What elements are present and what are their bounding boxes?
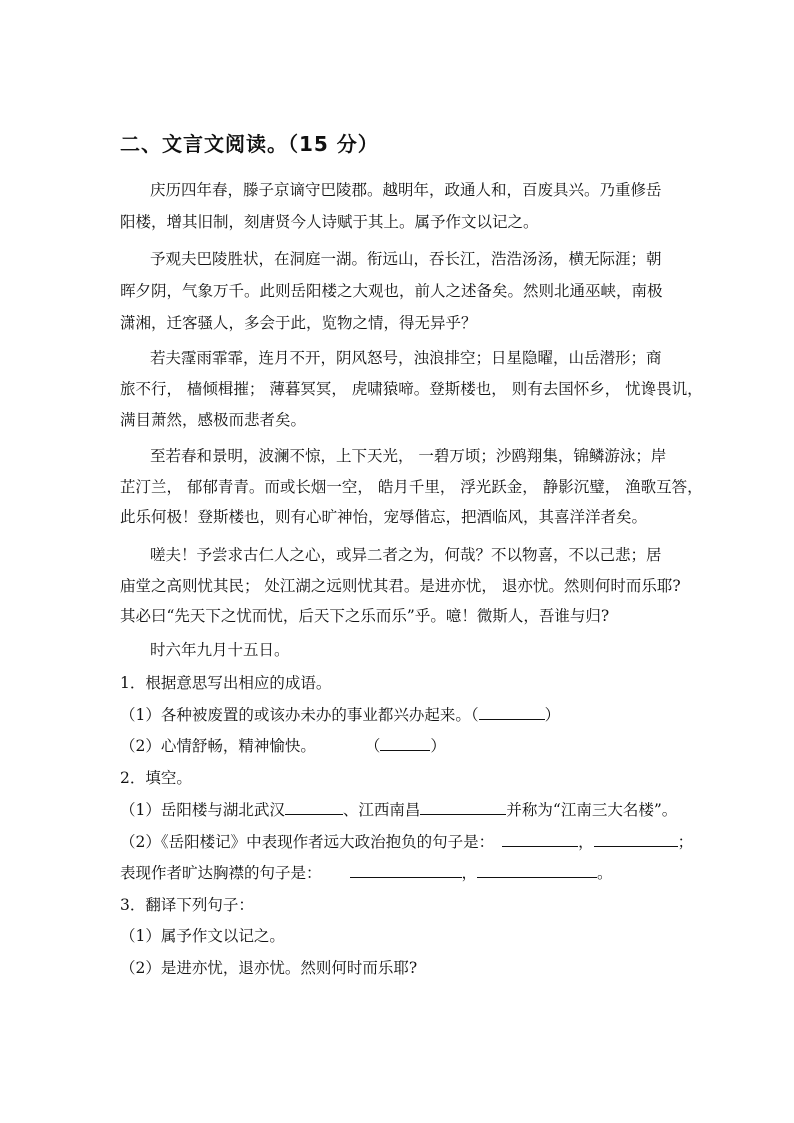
passage-line: 晖夕阴，气象万千。此则岳阳楼之大观也，前人之述备矣。然则北通巫峡，南极 <box>120 282 663 300</box>
answer-blank[interactable] <box>350 863 462 878</box>
question-2-item-2: （2）《岳阳楼记》中表现作者远大政治抱负的句子是： ， ； <box>120 833 694 851</box>
section-heading: 二、文言文阅读。（15 分） <box>120 132 379 156</box>
question-1-item-1: （1）各种被废置的或该办未办的事业都兴办起来。（ ） <box>120 706 561 724</box>
answer-blank[interactable] <box>285 800 343 815</box>
passage-line: 此乐何极！登斯楼也，则有心旷神怡，宠辱偕忘，把酒临风，其喜洋洋者矣。 <box>120 508 648 526</box>
passage-line: 芷汀兰， 郁郁青青。而或长烟一空， 皓月千里， 浮光跃金， 静影沉璧， 渔歌互答， <box>120 478 703 496</box>
passage-date: 时六年九月十五日。 <box>150 641 290 659</box>
answer-blank[interactable] <box>594 832 678 847</box>
answer-blank[interactable] <box>477 863 597 878</box>
passage-line: 至若春和景明，波澜不惊，上下天光， 一碧万顷；沙鸥翔集，锦鳞游泳；岸 <box>150 447 667 465</box>
question-3-title: 3．翻译下列句子： <box>120 896 254 914</box>
answer-blank[interactable] <box>502 832 578 847</box>
passage-line: 旅不行， 樯倾楫摧； 薄暮冥冥， 虎啸猿啼。登斯楼也， 则有去国怀乡， 忧谗畏讥， <box>120 380 703 398</box>
question-2-title: 2．填空。 <box>120 769 192 787</box>
passage-line: 若夫霪雨霏霏，连月不开，阴风怒号，浊浪排空；日星隐曜，山岳潜形；商 <box>150 349 662 367</box>
passage-line: 其必曰“先天下之忧而忧，后天下之乐而乐”乎。噫！微斯人，吾谁与归? <box>120 607 610 625</box>
passage-line: 满目萧然，感极而悲者矣。 <box>120 411 307 429</box>
question-3-item-2: （2）是进亦忧，退亦忧。然则何时而乐耶? <box>120 959 418 977</box>
question-2-item-3: 表现作者旷达胸襟的句子是： ， 。 <box>120 864 613 882</box>
passage-line: 庙堂之高则忧其民； 处江湖之远则忧其君。是进亦忧， 退亦忧。然则何时而乐耶? <box>120 577 681 595</box>
passage-line: 潇湘，迁客骚人，多会于此，览物之情，得无异乎？ <box>120 314 477 332</box>
question-1-title: 1．根据意思写出相应的成语。 <box>120 674 332 692</box>
passage-line: 嗟夫！予尝求古仁人之心，或异二者之为，何哉？不以物喜，不以己悲；居 <box>150 546 662 564</box>
passage-line: 阳楼，增其旧制，刻唐贤今人诗赋于其上。属予作文以记之。 <box>120 213 539 231</box>
answer-blank[interactable] <box>479 705 545 720</box>
passage-line: 予观夫巴陵胜状，在洞庭一湖。衔远山，吞长江，浩浩汤汤，横无际涯；朝 <box>150 250 662 268</box>
question-1-item-2: （2）心情舒畅，精神愉快。 （ ） <box>120 737 446 755</box>
answer-blank[interactable] <box>380 736 430 751</box>
question-3-item-1: （1）属予作文以记之。 <box>120 927 285 945</box>
passage-line: 庆历四年春，滕子京谪守巴陵郡。越明年，政通人和，百废具兴。乃重修岳 <box>150 181 662 199</box>
question-2-item-1: （1）岳阳楼与湖北武汉 、江西南昌 并称为“江南三大名楼”。 <box>120 801 678 819</box>
answer-blank[interactable] <box>420 800 506 815</box>
